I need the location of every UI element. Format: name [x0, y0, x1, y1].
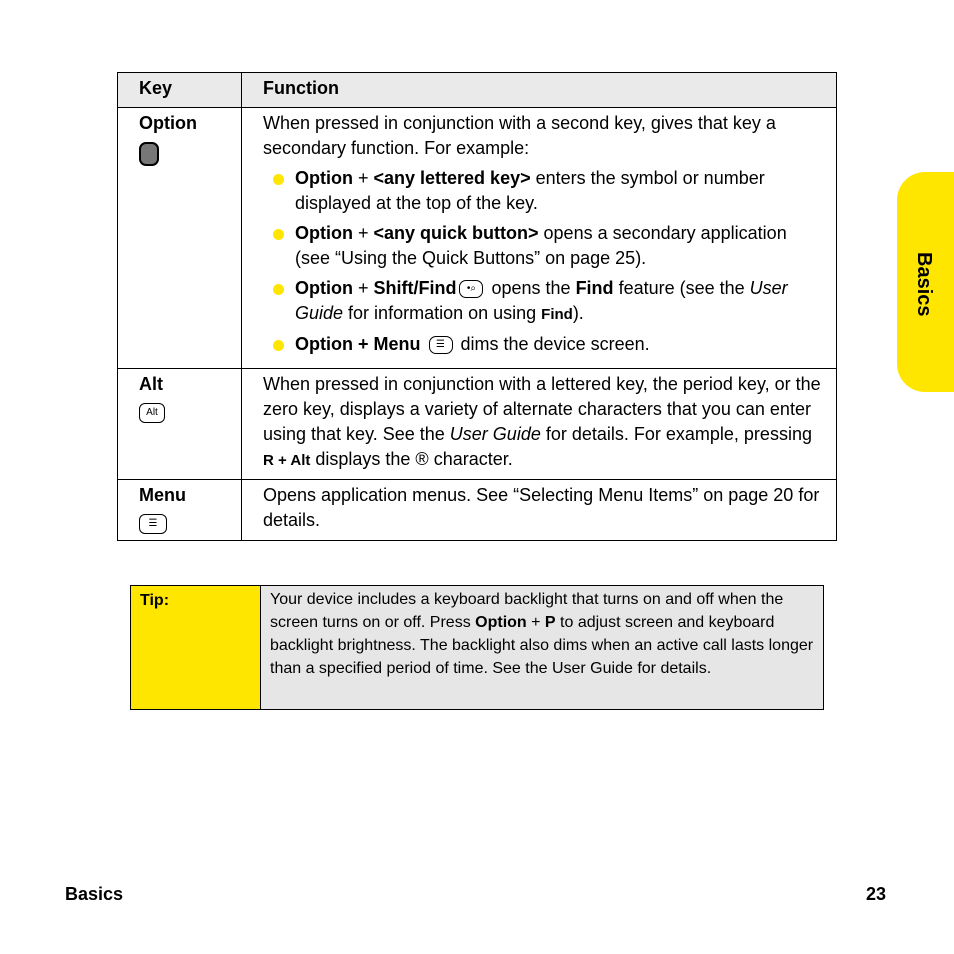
menu-icon: ☰	[139, 514, 167, 534]
key-name-option: Option	[139, 113, 197, 133]
key-name-menu: Menu	[139, 485, 186, 505]
option-key-icon	[139, 142, 159, 166]
table-row-option	[118, 108, 837, 369]
menu-key-icon: ☰	[429, 336, 453, 354]
list-item: Option + Menu ☰ dims the device screen.	[263, 332, 826, 357]
tip-label: Tip:	[131, 586, 261, 709]
list-item: Option + <any quick button> opens a secondary application (see “Using the Quick Buttons” on page 25).	[263, 221, 826, 271]
alt-description: When pressed in conjunction with a lettered key, the period key, or the zero key, displays a variety of alternate characters that you can enter using that key. See the User Guide for details. For example, pressing R + Alt displays the ® character.	[263, 374, 821, 469]
section-side-tab	[897, 172, 954, 392]
table-header-row	[118, 73, 837, 108]
page-number: 23	[866, 884, 887, 904]
option-bullet-list	[263, 166, 826, 357]
header-key: Key	[139, 78, 173, 98]
key-name-alt: Alt	[139, 374, 163, 394]
shift-find-icon: •⌕	[459, 280, 483, 298]
side-tab-label: Basics	[913, 252, 935, 317]
tip-box	[130, 585, 824, 710]
key-function-table	[117, 72, 837, 541]
tip-body: Your device includes a keyboard backlight that turns on and off when the screen turns on or off. Press Option + P to adjust screen and keyboard backlight brightness. The backlight also dims when an active call lasts longer than a specified period of time. See the User Guide for details.	[261, 586, 823, 709]
option-intro: When pressed in conjunction with a second key, gives that key a secondary function. For example:	[263, 113, 776, 158]
alt-key-icon: Alt	[139, 403, 165, 423]
table-row-alt	[118, 369, 837, 480]
table-row-menu	[118, 480, 837, 541]
header-function: Function	[263, 78, 339, 98]
list-item: Option + Shift/Find •⌕ opens the Find feature (see the User Guide for information on using Find).	[263, 276, 826, 327]
footer-section: Basics	[65, 884, 124, 904]
list-item: Option + <any lettered key> enters the symbol or number displayed at the top of the key.	[263, 166, 826, 216]
menu-description: Opens application menus. See “Selecting Menu Items” on page 20 for details.	[263, 485, 820, 530]
